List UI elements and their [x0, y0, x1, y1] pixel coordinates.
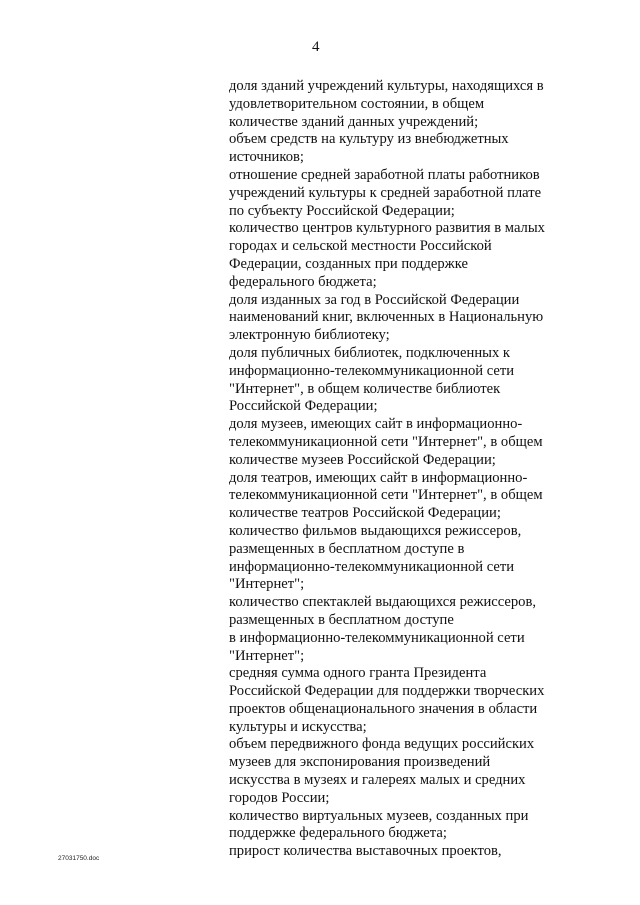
text-line: культуры и искусства; [229, 718, 367, 735]
text-line: по субъекту Российской Федерации; [229, 202, 455, 219]
text-line: информационно-телекоммуникационной сети [229, 558, 515, 575]
text-line: городах и сельской местности Российской [229, 238, 492, 255]
text-line: отношение средней заработной платы работников [229, 166, 540, 183]
text-line: музеев для экспонирования произведений [229, 754, 491, 771]
text-line: размещенных в бесплатном доступе в [229, 540, 465, 557]
text-line: источников; [229, 149, 304, 166]
text-line: доля театров, имеющих сайт в информационно- [229, 469, 528, 486]
text-line: "Интернет", в общем количестве библиотек [229, 380, 501, 397]
text-line: информационно-телекоммуникационной сети [229, 362, 515, 379]
text-line: доля зданий учреждений культуры, находящихся в [229, 78, 544, 94]
text-line: размещенных в бесплатном доступе [229, 611, 454, 628]
text-line: искусства в музеях и галереях малых и средних [229, 772, 526, 789]
text-line: количестве театров Российской Федерации; [229, 505, 501, 522]
text-line: количестве музеев Российской Федерации; [229, 451, 496, 468]
page-number: 4 [312, 39, 320, 55]
text-line: электронную библиотеку; [229, 327, 390, 344]
text-line: средняя сумма одного гранта Президента [229, 665, 487, 682]
text-line: телекоммуникационной сети "Интернет", в общем [229, 433, 543, 450]
text-line: Российской Федерации для поддержки творческих [229, 683, 545, 700]
text-line: федерального бюджета; [229, 273, 377, 290]
footer-filename: 27031750.doc [58, 855, 100, 862]
text-line: доля публичных библиотек, подключенных к [229, 344, 510, 361]
text-line: количество центров культурного развития в малых [229, 220, 545, 237]
text-line: наименований книг, включенных в Национальную [229, 309, 544, 326]
text-line: проектов общенационального значения в области [229, 700, 538, 717]
text-line: городов России; [229, 789, 330, 806]
text-line: объем передвижного фонда ведущих российских [229, 736, 535, 753]
text-line: количество фильмов выдающихся режиссеров, [229, 522, 522, 539]
text-line: прирост количества выставочных проектов, [229, 843, 502, 860]
text-line: Российской Федерации; [229, 398, 378, 415]
text-line: доля музеев, имеющих сайт в информационно- [229, 416, 523, 433]
text-line: "Интернет"; [229, 647, 305, 664]
text-line: количестве зданий данных учреждений; [229, 113, 479, 130]
text-line: количество виртуальных музеев, созданных при [229, 807, 529, 824]
text-line: объем средств на культуру из внебюджетных [229, 131, 509, 148]
text-line: учреждений культуры к средней заработной плате [229, 184, 542, 201]
text-line: Федерации, созданных при поддержке [229, 255, 468, 272]
text-line: "Интернет"; [229, 576, 305, 593]
text-line: в информационно-телекоммуникационной сети [229, 629, 525, 646]
text-line: количество спектаклей выдающихся режиссеров, [229, 594, 536, 611]
text-line: удовлетворительном состоянии, в общем [229, 95, 485, 112]
document-body [229, 78, 629, 861]
text-line: доля изданных за год в Российской Федерации [229, 291, 520, 308]
text-line: телекоммуникационной сети "Интернет", в общем [229, 487, 543, 504]
text-line: поддержке федерального бюджета; [229, 825, 447, 842]
